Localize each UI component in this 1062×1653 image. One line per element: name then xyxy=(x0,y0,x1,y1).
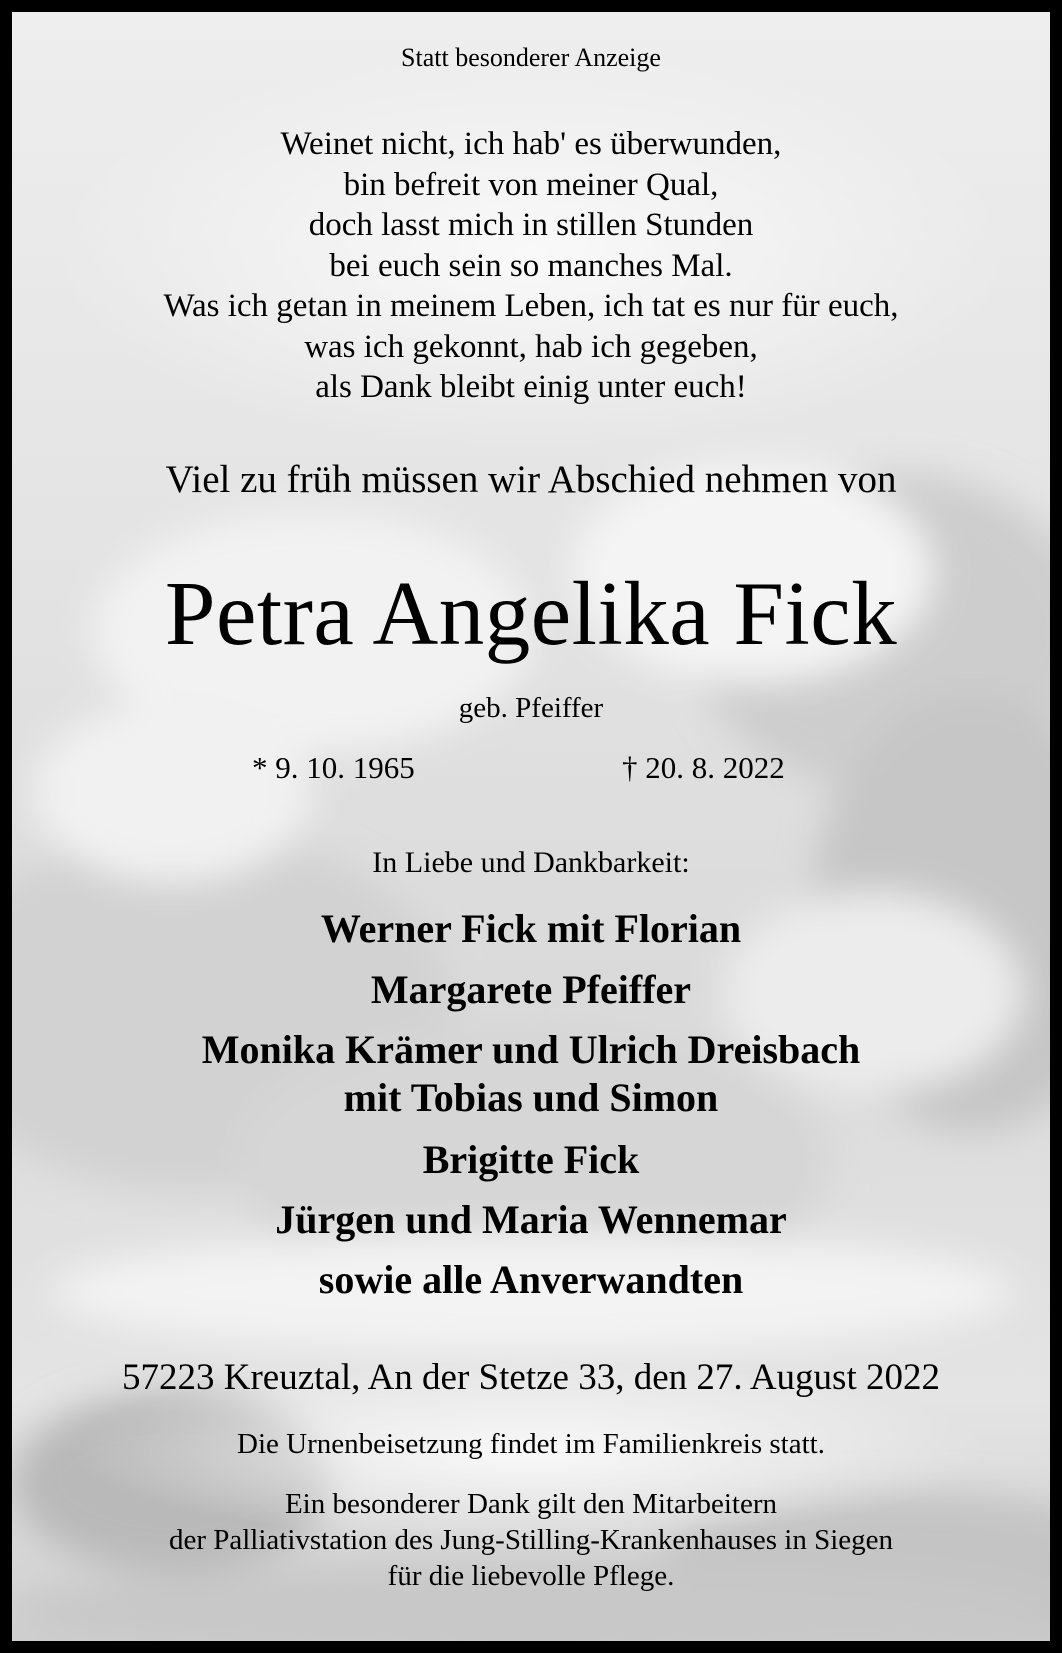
mourner-line: Monika Krämer und Ulrich Dreisbach xyxy=(201,1027,861,1072)
notice-subtitle: Statt besonderer Anzeige xyxy=(401,43,661,72)
birth-date: * 9. 10. 1965 xyxy=(252,750,415,785)
farewell-intro: Viel zu früh müssen wir Abschied nehmen von xyxy=(165,458,897,501)
life-dates xyxy=(12,752,1050,786)
mourner-line: Brigitte Fick xyxy=(422,1137,640,1182)
gratitude-line: für die liebevolle Pflege. xyxy=(387,1560,675,1592)
poem xyxy=(12,124,1050,408)
poem-line: was ich gekonnt, hab ich gegeben, xyxy=(304,328,758,365)
maiden-name: geb. Pfeiffer xyxy=(458,692,604,724)
mourner-line: Jürgen und Maria Wennemar xyxy=(275,1197,787,1242)
mourner-line: mit Tobias und Simon xyxy=(343,1075,719,1120)
gratitude-line: der Palliativstation des Jung-Stilling-Krankenhauses in Siegen xyxy=(168,1524,894,1556)
poem-line: bei euch sein so manches Mal. xyxy=(329,247,733,284)
burial-note: Die Urnenbeisetzung findet im Familienkreis statt. xyxy=(237,1428,825,1460)
address-date-line: 57223 Kreuztal, An der Stetze 33, den 27. August 2022 xyxy=(122,1357,940,1398)
gratitude-line: Ein besonderer Dank gilt den Mitarbeitern xyxy=(284,1488,778,1520)
deceased-name: Petra Angelika Fick xyxy=(164,563,898,664)
poem-line: Was ich getan in meinem Leben, ich tat es nur für euch, xyxy=(163,288,899,324)
poem-line: als Dank bleibt einig unter euch! xyxy=(315,369,747,405)
mourner-line: Werner Fick mit Florian xyxy=(320,906,742,951)
mourner-group xyxy=(12,1027,1050,1126)
mourner-line: Margarete Pfeiffer xyxy=(370,967,692,1012)
death-date: † 20. 8. 2022 xyxy=(622,750,785,785)
poem-line: doch lasst mich in stillen Stunden xyxy=(308,207,754,243)
mourner-line: sowie alle Anverwandten xyxy=(318,1257,744,1302)
poem-line: Weinet nicht, ich hab' es überwunden, xyxy=(280,126,782,162)
poem-line: bin befreit von meiner Qual, xyxy=(343,166,719,203)
gratitude-note xyxy=(12,1486,1050,1594)
mourners-intro: In Liebe und Dankbarkeit: xyxy=(372,846,690,879)
